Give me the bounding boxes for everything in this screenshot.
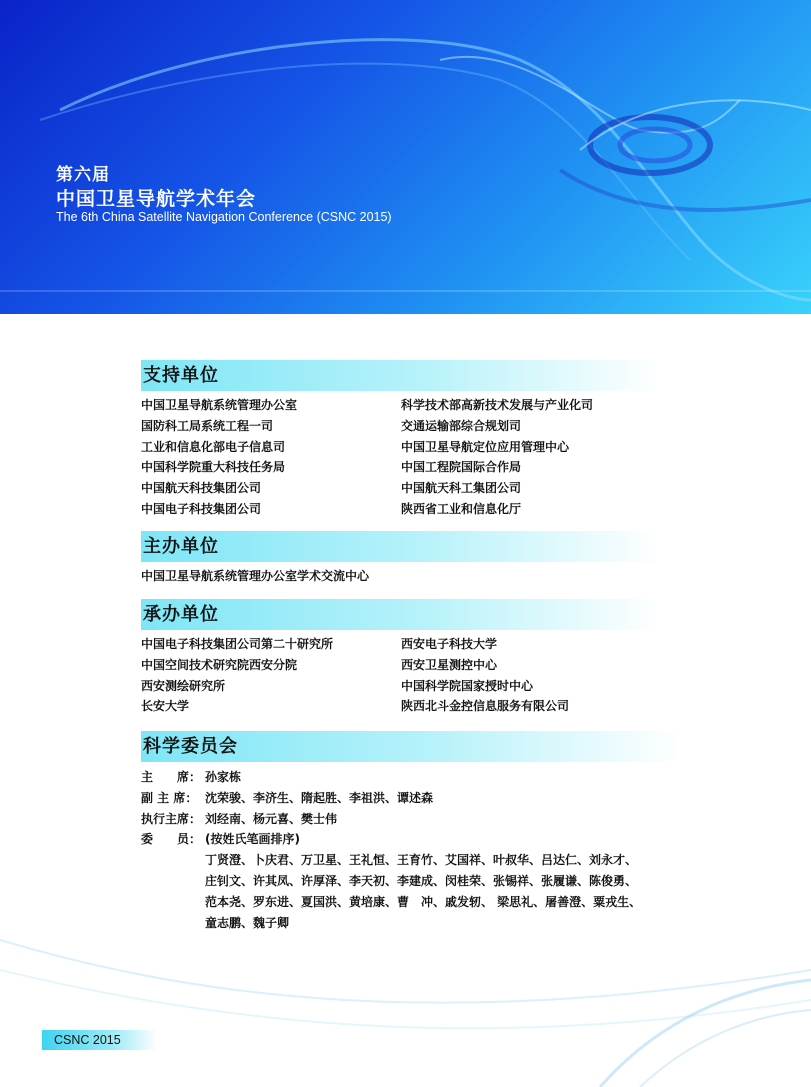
list-item: 国防科工局系统工程一司 xyxy=(141,418,274,433)
members-row xyxy=(141,829,681,850)
list-item: 中国科学院国家授时中心 xyxy=(401,678,534,693)
list-item: 陕西省工业和信息化厅 xyxy=(401,501,522,516)
role-label: 副 主 席： xyxy=(141,790,198,805)
list-item: 中国电子科技集团公司 xyxy=(141,501,262,516)
role-names: 沈荣骏、李济生、隋起胜、李祖洪、谭述森 xyxy=(205,790,434,805)
list-item: 中国航天科技集团公司 xyxy=(141,481,262,496)
section-host xyxy=(141,531,661,587)
list-item: 中国航天科工集团公司 xyxy=(401,481,522,496)
list-item: 中国空间技术研究院西安分院 xyxy=(141,657,298,672)
executive-chair-row xyxy=(141,809,681,830)
bottom-wave-decoration xyxy=(0,880,811,1087)
members-line: 童志鹏、魏子卿 xyxy=(205,915,290,930)
members-note: (按姓氏笔画排序) xyxy=(205,832,300,847)
section-supporting xyxy=(141,360,661,520)
members-line: 丁贤澄、卜庆君、万卫星、王礼恒、王育竹、艾国祥、叶叔华、吕达仁、刘永才、 xyxy=(205,853,638,868)
list-item: 陕西北斗金控信息服务有限公司 xyxy=(401,699,570,714)
organizer-right-column xyxy=(401,634,661,717)
footer-tag: CSNC 2015 xyxy=(42,1030,158,1050)
section-heading: 支持单位 xyxy=(141,360,661,391)
list-item: 中国工程院国际合作局 xyxy=(401,460,522,475)
role-label: 执行主席： xyxy=(141,811,202,826)
conference-title-en: The 6th China Satellite Navigation Conference (CSNC 2015) xyxy=(56,210,392,224)
conference-title: 中国卫星导航学术年会 xyxy=(56,188,257,210)
list-item: 工业和信息化部电子信息司 xyxy=(141,439,286,454)
list-item: 中国卫星导航系统管理办公室学术交流中心 xyxy=(141,569,370,583)
section-heading: 科学委员会 xyxy=(141,731,681,762)
list-item: 中国卫星导航系统管理办公室 xyxy=(141,398,298,412)
section-heading: 承办单位 xyxy=(141,599,661,630)
members-line: 范本尧、罗东进、夏国洪、黄培康、曹 冲、戚发轫、 梁思礼、屠善澄、粟戎生、 xyxy=(205,894,642,909)
role-label: 主 席： xyxy=(141,770,202,784)
section-heading: 主办单位 xyxy=(141,531,661,562)
role-names: 刘经南、杨元喜、樊士伟 xyxy=(205,811,338,826)
list-item: 西安测绘研究所 xyxy=(141,678,226,693)
conference-edition: 第六届 xyxy=(56,165,110,185)
section-organizer xyxy=(141,599,661,717)
organizer-left-column xyxy=(141,634,401,717)
supporting-right-column xyxy=(401,395,661,520)
members-line: 庄钊文、许其凤、许厚泽、李天初、李建成、闵桂荣、张锡祥、张履谦、陈俊勇、 xyxy=(205,873,638,888)
list-item: 长安大学 xyxy=(141,699,190,714)
list-item: 中国电子科技集团公司第二十研究所 xyxy=(141,637,334,651)
list-item: 中国科学院重大科技任务局 xyxy=(141,460,286,475)
list-item: 中国卫星导航定位应用管理中心 xyxy=(401,439,570,454)
list-item: 西安卫星测控中心 xyxy=(401,657,498,672)
vice-chair-row xyxy=(141,788,681,809)
header-banner xyxy=(0,0,811,314)
list-item: 科学技术部高新技术发展与产业化司 xyxy=(401,398,594,412)
role-label: 委 员： xyxy=(141,832,202,847)
supporting-left-column xyxy=(141,395,401,520)
chair-row xyxy=(141,767,681,788)
list-item: 西安电子科技大学 xyxy=(401,637,498,651)
role-names: 孙家栋 xyxy=(205,770,242,784)
list-item: 交通运输部综合规划司 xyxy=(401,418,522,433)
wave-decoration xyxy=(0,0,811,314)
